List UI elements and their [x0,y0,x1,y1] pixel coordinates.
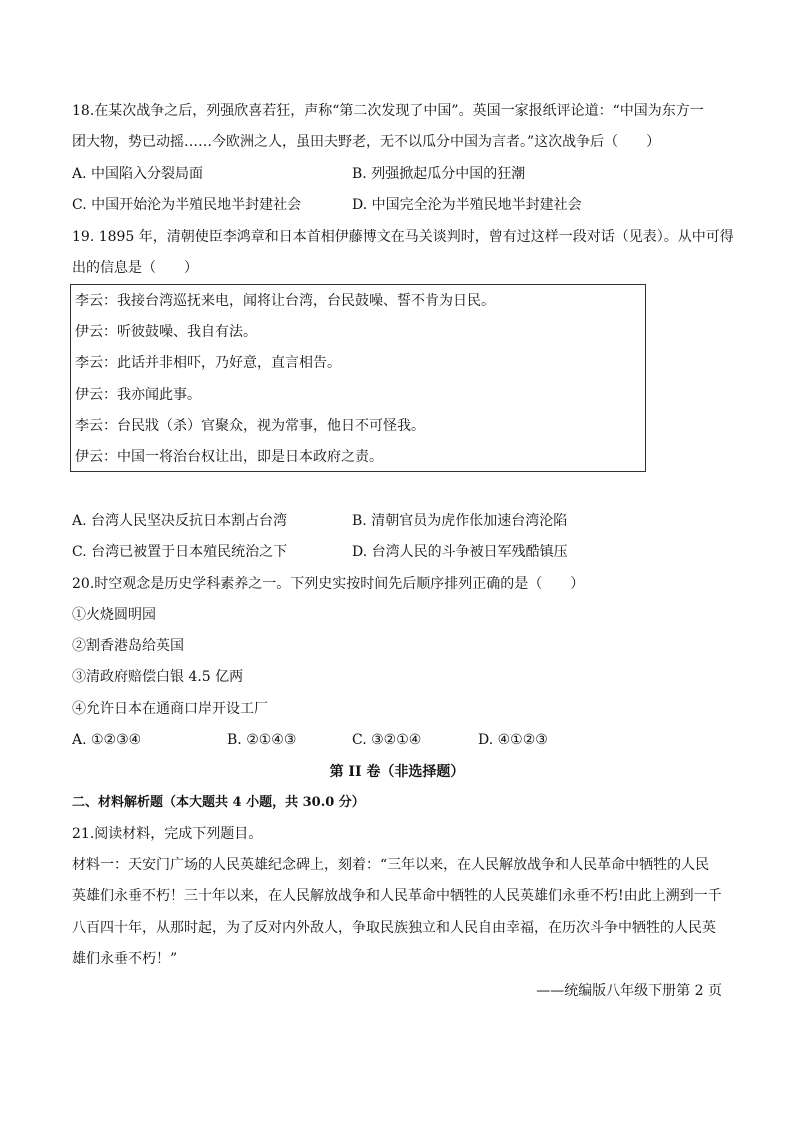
material-source: ——统编版八年级下册第 2 页 [536,983,722,999]
q19-option-c: C. 台湾已被置于日本殖民统治之下 [72,544,288,560]
q18-stem-line2: 团大物，势已动摇……今欧洲之人，虽田夫野老，无不以瓜分中国为言者。”这次战争后（ ） [72,134,661,150]
q20-item-1: ①火烧圆明园 [72,607,156,623]
q20-item-4: ④允许日本在通商口岸开设工厂 [72,701,268,717]
material-line: 雄们永垂不朽！” [72,951,178,967]
dialog-line: 李云：我接台湾巡抚来电，闻将让台湾，台民鼓噪、誓不肯为日民。 [75,293,495,309]
q21-stem: 21.阅读材料，完成下列题目。 [72,826,263,842]
q20-option-c: C. ③②①④ [352,732,422,748]
material-line: 材料一：天安门广场的人民英雄纪念碑上，刻着：“三年以来，在人民解放战争和人民革命中牺牲的人民 [72,857,710,873]
q18-option-b: B. 列强掀起瓜分中国的狂潮 [352,166,526,182]
q19-stem-line2: 出的信息是（ ） [72,260,198,276]
dialog-line: 伊云：我亦闻此事。 [75,387,201,403]
q18-option-c: C. 中国开始沦为半殖民地半封建社会 [72,197,302,213]
q19-dialog-table [70,284,646,472]
dialog-line: 伊云：中国一将治台权让出，即是日本政府之责。 [75,449,383,465]
material-line: 英雄们永垂不朽！三十年以来，在人民解放战争和人民革命中牺牲的人民英雄们永垂不朽!由此上溯到一千 [72,888,722,904]
q18-option-d: D. 中国完全沦为半殖民地半封建社会 [352,197,582,213]
section-heading: 二、材料解析题（本大题共 4 小题，共 30.0 分） [72,795,365,810]
q19-stem-line1: 19. 1895 年，清朝使臣李鸿章和日本首相伊藤博文在马关谈判时，曾有过这样一段对话（见表）。从中可得 [72,229,734,245]
dialog-line: 李云：此话并非相吓，乃好意，直言相告。 [75,355,341,371]
q20-item-2: ②割香港岛给英国 [72,638,184,654]
q19-option-a: A. 台湾人民坚决反抗日本割占台湾 [72,513,288,529]
q20-stem: 20.时空观念是历史学科素养之一。下列史实按时间先后顺序排列正确的是（ ） [72,576,585,592]
q20-option-a: A. ①②③④ [72,732,142,748]
part2-title: 第 II 卷（非选择题） [329,764,465,780]
dialog-line: 李云：台民戕（杀）官聚众，视为常事，他日不可怪我。 [75,418,425,434]
q20-option-d: D. ④①②③ [478,732,548,748]
q20-option-b: B. ②①④③ [227,732,297,748]
q19-option-d: D. 台湾人民的斗争被日军残酷镇压 [352,544,568,560]
q18-option-a: A. 中国陷入分裂局面 [72,166,204,182]
q20-item-3: ③清政府赔偿白银 4.5 亿两 [72,669,244,685]
dialog-line: 伊云：听彼鼓噪、我自有法。 [75,324,257,340]
material-line: 八百四十年，从那时起，为了反对内外敌人，争取民族独立和人民自由幸福，在历次斗争中牺牲的人民英 [72,920,716,936]
q19-option-b: B. 清朝官员为虎作伥加速台湾沦陷 [352,513,568,529]
q18-stem-line1: 18.在某次战争之后，列强欣喜若狂，声称“第二次发现了中国”。英国一家报纸评论道：“中国为东方一 [72,103,704,119]
